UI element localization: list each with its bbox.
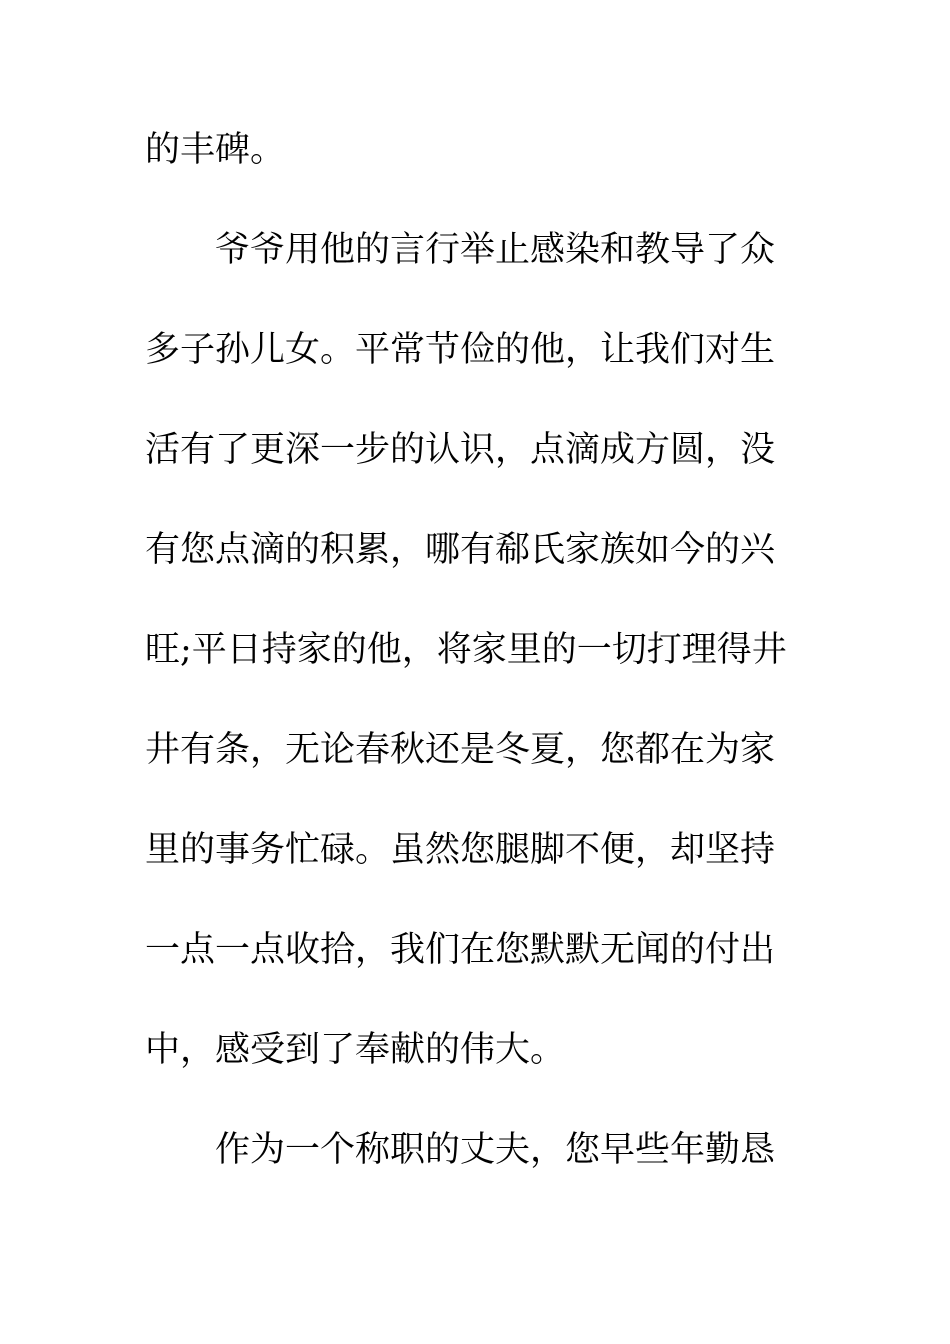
- text-line: 一点一点收拾，我们在您默默无闻的付出: [145, 930, 776, 970]
- text-line: 里的事务忙碌。虽然您腿脚不便，却坚持: [145, 830, 776, 870]
- text-line: 活有了更深一步的认识，点滴成方圆，没: [145, 430, 776, 470]
- text-line: 爷爷用他的言行举止感染和教导了众: [145, 230, 776, 270]
- text-line: 井有条，无论春秋还是冬夏，您都在为家: [145, 730, 776, 770]
- text-line: 多子孙儿女。平常节俭的他，让我们对生: [145, 330, 776, 370]
- text-line: 旺;平日持家的他，将家里的一切打理得井: [145, 630, 787, 670]
- text-line: 作为一个称职的丈夫，您早些年勤恳: [145, 1130, 776, 1170]
- text-line: 的丰碑。: [145, 130, 286, 170]
- text-line: 有您点滴的积累，哪有郗氏家族如今的兴: [145, 530, 776, 570]
- text-line: 中，感受到了奉献的伟大。: [145, 1030, 566, 1070]
